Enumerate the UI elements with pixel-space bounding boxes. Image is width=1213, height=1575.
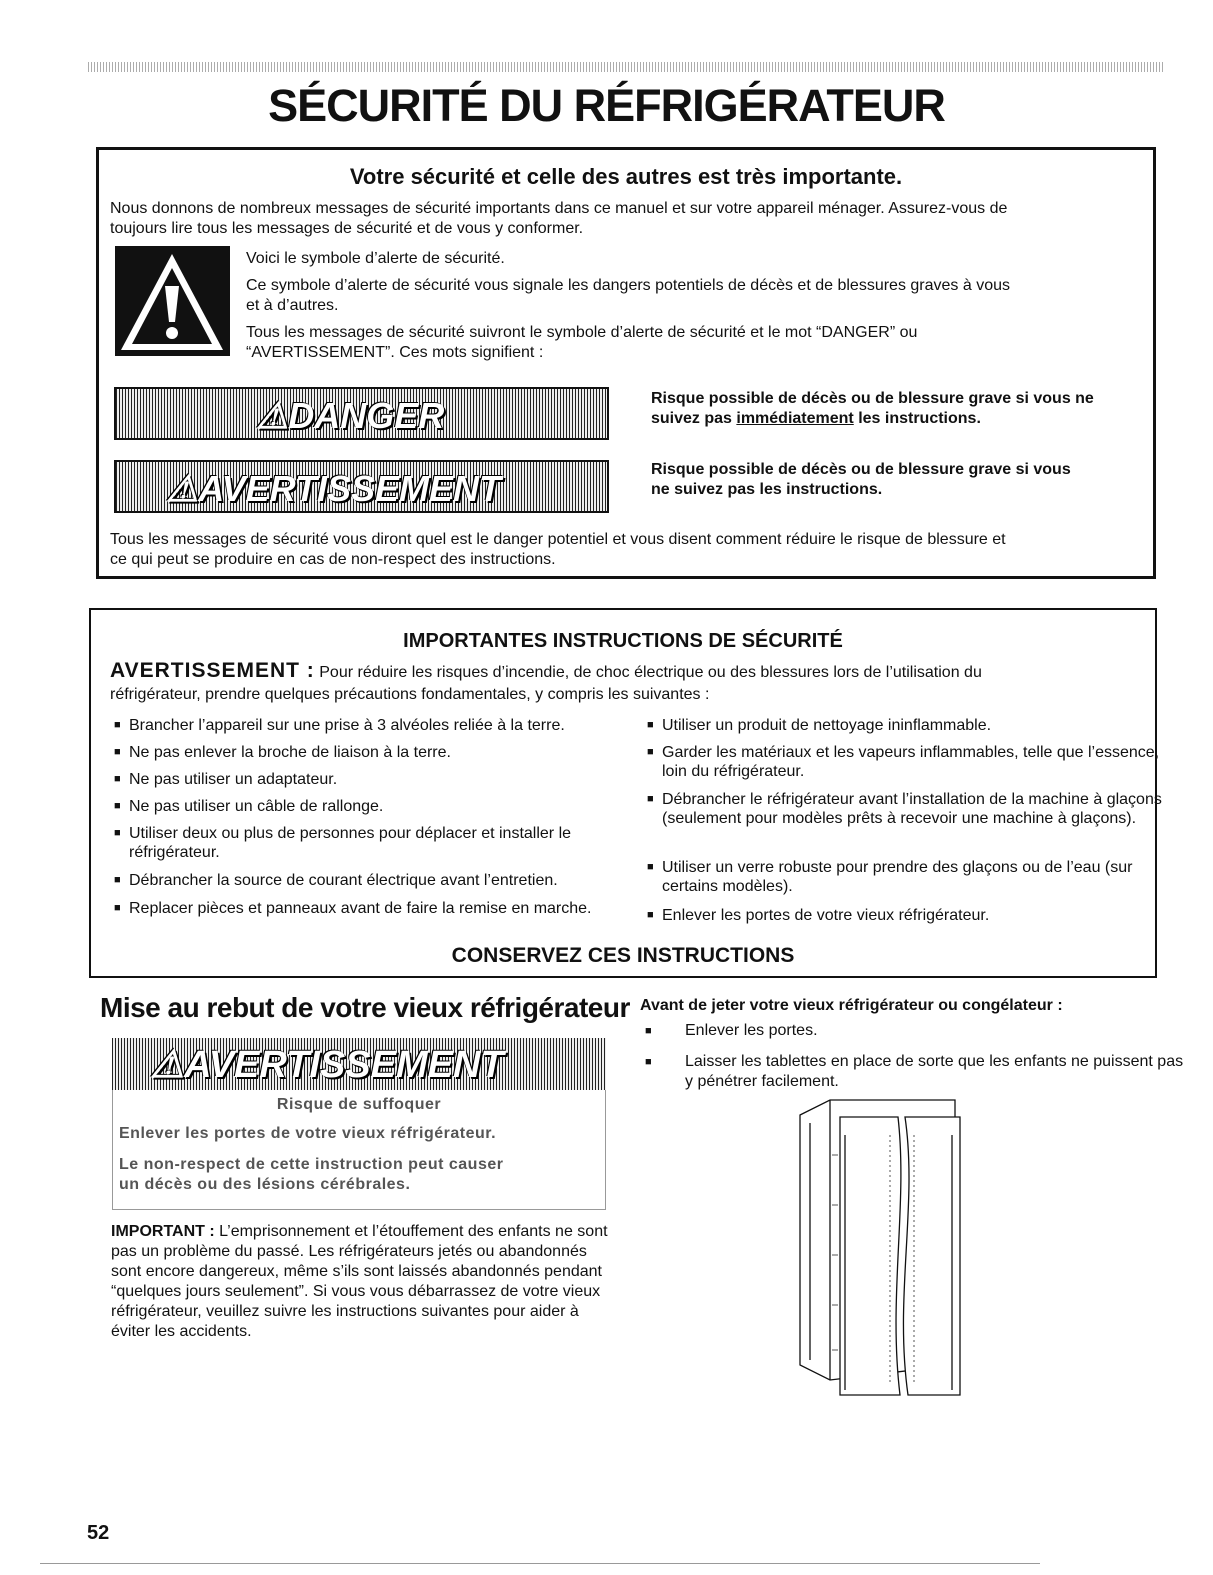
- disposal-line2a: Le non-respect de cette instruction peut causer: [119, 1156, 504, 1173]
- safety-closing-line1: Tous les messages de sécurité vous diront quel est le danger potentiel et vous disent comment réduire le risque de blessure et: [110, 531, 1006, 548]
- instructions-lead: [110, 659, 982, 683]
- instructions-footer: CONSERVEZ CES INSTRUCTIONS: [451, 944, 795, 967]
- warning-label: [114, 460, 609, 513]
- warning-description-line2: ne suivez pas les instructions.: [651, 481, 883, 498]
- warning-description-line1: Risque possible de décès ou de blessure grave si vous: [651, 461, 1071, 478]
- symbol-text-2a: Ce symbole d’alerte de sécurité vous signale les dangers potentiels de décès et de blessures graves à vous: [246, 277, 1010, 294]
- danger-label: [114, 387, 609, 440]
- symbol-text-3a: Tous les messages de sécurité suivront le symbole d’alerte de sécurité et le mot “DANGER” ou: [246, 324, 918, 341]
- disposal-hazard: Risque de suffoquer: [276, 1096, 442, 1113]
- disposal-step-1: ■ Enlever les portes.: [645, 1021, 1185, 1041]
- before-disposal-heading: Avant de jeter votre vieux réfrigérateur ou congélateur :: [640, 997, 1063, 1014]
- disposal-warning-word: AVERTISSEMENT: [184, 1044, 504, 1086]
- instruction-left-1: ■ Brancher l’appareil sur une prise à 3 alvéoles reliée à la terre.: [114, 716, 649, 735]
- instructions-heading: IMPORTANTES INSTRUCTIONS DE SÉCURITÉ: [403, 630, 843, 652]
- safety-intro-line2: toujours lire tous les messages de sécurité et de vous y conformer.: [110, 220, 584, 237]
- danger-description-line1: Risque possible de décès ou de blessure grave si vous ne: [651, 390, 1094, 407]
- instruction-left-4: ■ Ne pas utiliser un câble de rallonge.: [114, 797, 649, 816]
- instructions-lead-line2: réfrigérateur, prendre quelques précautions fondamentales, y compris les suivantes :: [110, 686, 710, 703]
- instruction-left-3: ■ Ne pas utiliser un adaptateur.: [114, 770, 649, 789]
- page-number: 52: [87, 1522, 110, 1544]
- safety-closing-line2: ce qui peut se produire en cas de non-respect des instructions.: [110, 551, 556, 568]
- disposal-line2b: un décès ou des lésions cérébrales.: [119, 1176, 411, 1193]
- lead-label: AVERTISSEMENT :: [110, 659, 315, 682]
- danger-word: DANGER: [288, 395, 445, 436]
- instruction-right-5: ■ Enlever les portes de votre vieux réfrigérateur.: [647, 906, 1162, 925]
- instruction-left-2: ■ Ne pas enlever la broche de liaison à la terre.: [114, 743, 649, 762]
- alert-icon: ⚠: [150, 1044, 185, 1086]
- disposal-step-2: ■ Laisser les tablettes en place de sorte que les enfants ne puissent pas y pénétrer facilement.: [645, 1052, 1185, 1092]
- instruction-right-3: ■ Débrancher le réfrigérateur avant l’installation de la machine à glaçons (seulement pour modèles prêts à recevoir une machine à glaçons).: [647, 790, 1162, 828]
- instruction-right-2: ■ Garder les matériaux et les vapeurs inflammables, telle que l’essence, loin du réfrigérateur.: [647, 743, 1162, 781]
- instruction-right-1: ■ Utiliser un produit de nettoyage ininflammable.: [647, 716, 1162, 735]
- warning-word: AVERTISSEMENT: [198, 468, 501, 509]
- refrigerator-illustration: [780, 1095, 980, 1400]
- danger-emphasis: immédiatement: [736, 410, 854, 427]
- instruction-left-7: ■ Replacer pièces et panneaux avant de faire la remise en marche.: [114, 899, 599, 918]
- safety-intro-line1: Nous donnons de nombreux messages de sécurité importants dans ce manuel et sur votre appareil ménager. Assurez-vous de: [110, 200, 1008, 217]
- danger-description-line2: suivez pas immédiatement les instructions.: [651, 410, 981, 427]
- instruction-right-4: ■ Utiliser un verre robuste pour prendre des glaçons ou de l’eau (sur certains modèles).: [647, 858, 1162, 896]
- instruction-left-6: ■ Débrancher la source de courant électrique avant l’entretien.: [114, 871, 649, 890]
- important-text: L’emprisonnement et l’étouffement des enfants ne sont pas un problème du passé. Les réfrigérateurs jetés ou abandonnés sont encore dangereux, même s’ils sont laissés abandonnés pendant “quelques jours seulement”. Si vous vous débarrassez de votre vieux réfrigérateur, veuillez suivre les instructions suivantes pour aider à éviter les accidents.: [111, 1223, 608, 1340]
- lead-text: Pour réduire les risques d’incendie, de choc électrique ou des blessures lors de l’utilisation du: [314, 664, 982, 681]
- disposal-line1: Enlever les portes de votre vieux réfrigérateur.: [119, 1125, 497, 1142]
- safety-alert-symbol: [115, 246, 230, 356]
- important-note: [111, 1222, 611, 1342]
- top-decorative-strip: [88, 62, 1163, 72]
- important-label: IMPORTANT :: [111, 1223, 215, 1240]
- page-title: SÉCURITÉ DU RÉFRIGÉRATEUR: [268, 80, 945, 131]
- symbol-text-3b: “AVERTISSEMENT”. Ces mots signifient :: [246, 344, 544, 361]
- warning-triangle-icon: [115, 246, 230, 356]
- alert-icon: ⚠: [256, 395, 289, 436]
- alert-icon: ⚠: [166, 468, 199, 509]
- symbol-text-2b: et à d’autres.: [246, 297, 339, 314]
- instruction-left-5: ■ Utiliser deux ou plus de personnes pour déplacer et installer le réfrigérateur.: [114, 824, 634, 862]
- symbol-text-1: Voici le symbole d’alerte de sécurité.: [246, 250, 505, 267]
- bottom-rule: [40, 1563, 1040, 1564]
- safety-heading: Votre sécurité et celle des autres est très importante.: [349, 164, 903, 189]
- disposal-warning-label: [112, 1038, 606, 1090]
- disposal-heading: Mise au rebut de votre vieux réfrigérateur: [100, 992, 630, 1023]
